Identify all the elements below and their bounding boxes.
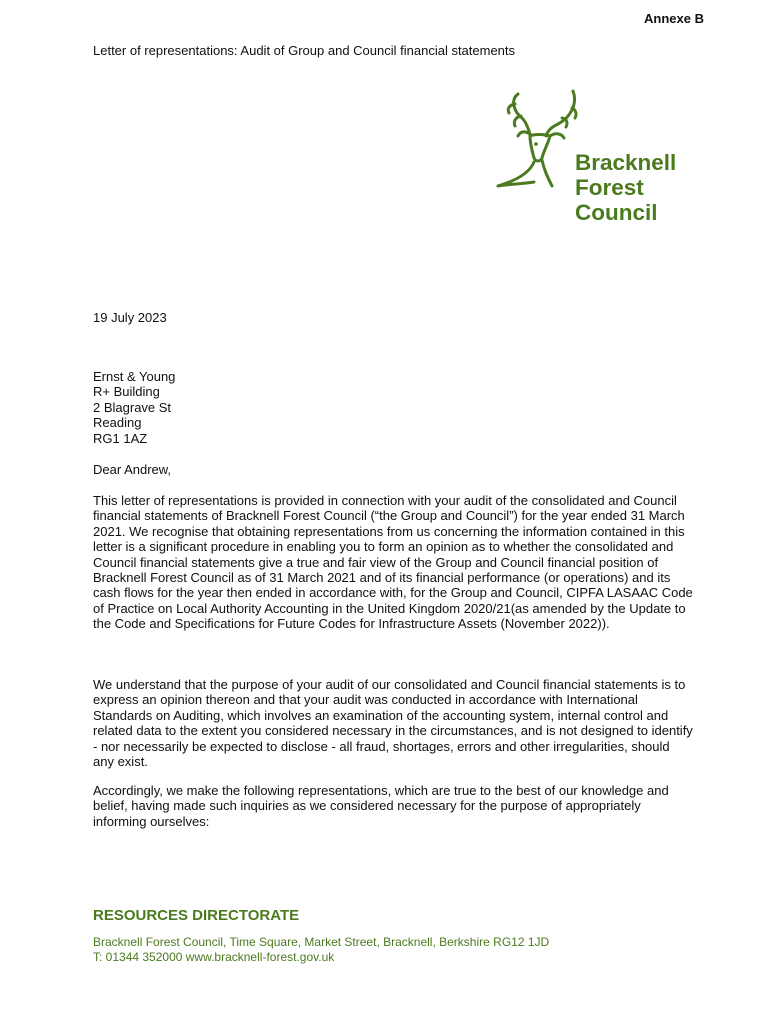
address-line: RG1 1AZ <box>93 430 148 446</box>
footer-address: Bracknell Forest Council, Time Square, Market Street, Bracknell, Berkshire RG12 1JD <box>93 935 550 949</box>
body-paragraph: We understand that the purpose of your audit of our consolidated and Council financial statements is to express an opinion thereon and that your audit was conducted in accordance with International Standards on Auditing, which involves an examination of the accounting system, internal control and related data to the extent you considered necessary in the circumstances, and is not designed to identify - nor necessarily be expected to disclose - all fraud, shortages, errors and other irregularities, should any exist. <box>93 677 693 770</box>
footer-directorate: RESOURCES DIRECTORATE <box>93 907 300 924</box>
footer-contact: T: 01344 352000 www.bracknell-forest.gov.uk <box>93 950 335 964</box>
logo-line-1: Bracknell <box>575 150 677 175</box>
address-line: Reading <box>93 415 142 431</box>
body-paragraph: This letter of representations is provided in connection with your audit of the consolidated and Council financial statements of Bracknell Forest Council (“the Group and Council”) for the year ended 31 March 2021. We recognise that obtaining representations from us concerning the information contained in this letter is a significant procedure in enabling you to form an opinion as to whether the consolidated and Council financial statements give a true and fair view of the Group and Council financial position of Bracknell Forest Council as of 31 March 2021 and of its financial performance (or operations) and its cash flows for the year then ended in accordance with, for the Group and Council, CIPFA LASAAC Code of Practice on Local Authority Accounting in the United Kingdom 2020/21(as amended by the Update to the Code and Specifications for Future Codes for Infrastructure Assets (November 2022)). <box>93 493 693 632</box>
recipient-address <box>93 369 175 446</box>
annexe-label: Annexe B <box>644 11 704 26</box>
address-line: R+ Building <box>93 384 160 400</box>
stag-head-icon <box>490 86 580 196</box>
logo-wordmark <box>575 150 676 225</box>
letter-date: 19 July 2023 <box>93 310 167 325</box>
address-line: 2 Blagrave St <box>93 399 172 415</box>
letter-subject: Letter of representations: Audit of Group and Council financial statements <box>93 43 516 58</box>
body-paragraph: Accordingly, we make the following representations, which are true to the best of our knowledge and belief, having made such inquiries as we considered necessary for the purpose of appropriately informing ourselves: <box>93 783 669 829</box>
salutation: Dear Andrew, <box>93 462 172 477</box>
logo-line-3: Council <box>575 200 658 225</box>
council-logo <box>490 86 690 232</box>
logo-line-2: Forest <box>575 175 644 200</box>
address-line: Ernst & Young <box>93 369 176 384</box>
